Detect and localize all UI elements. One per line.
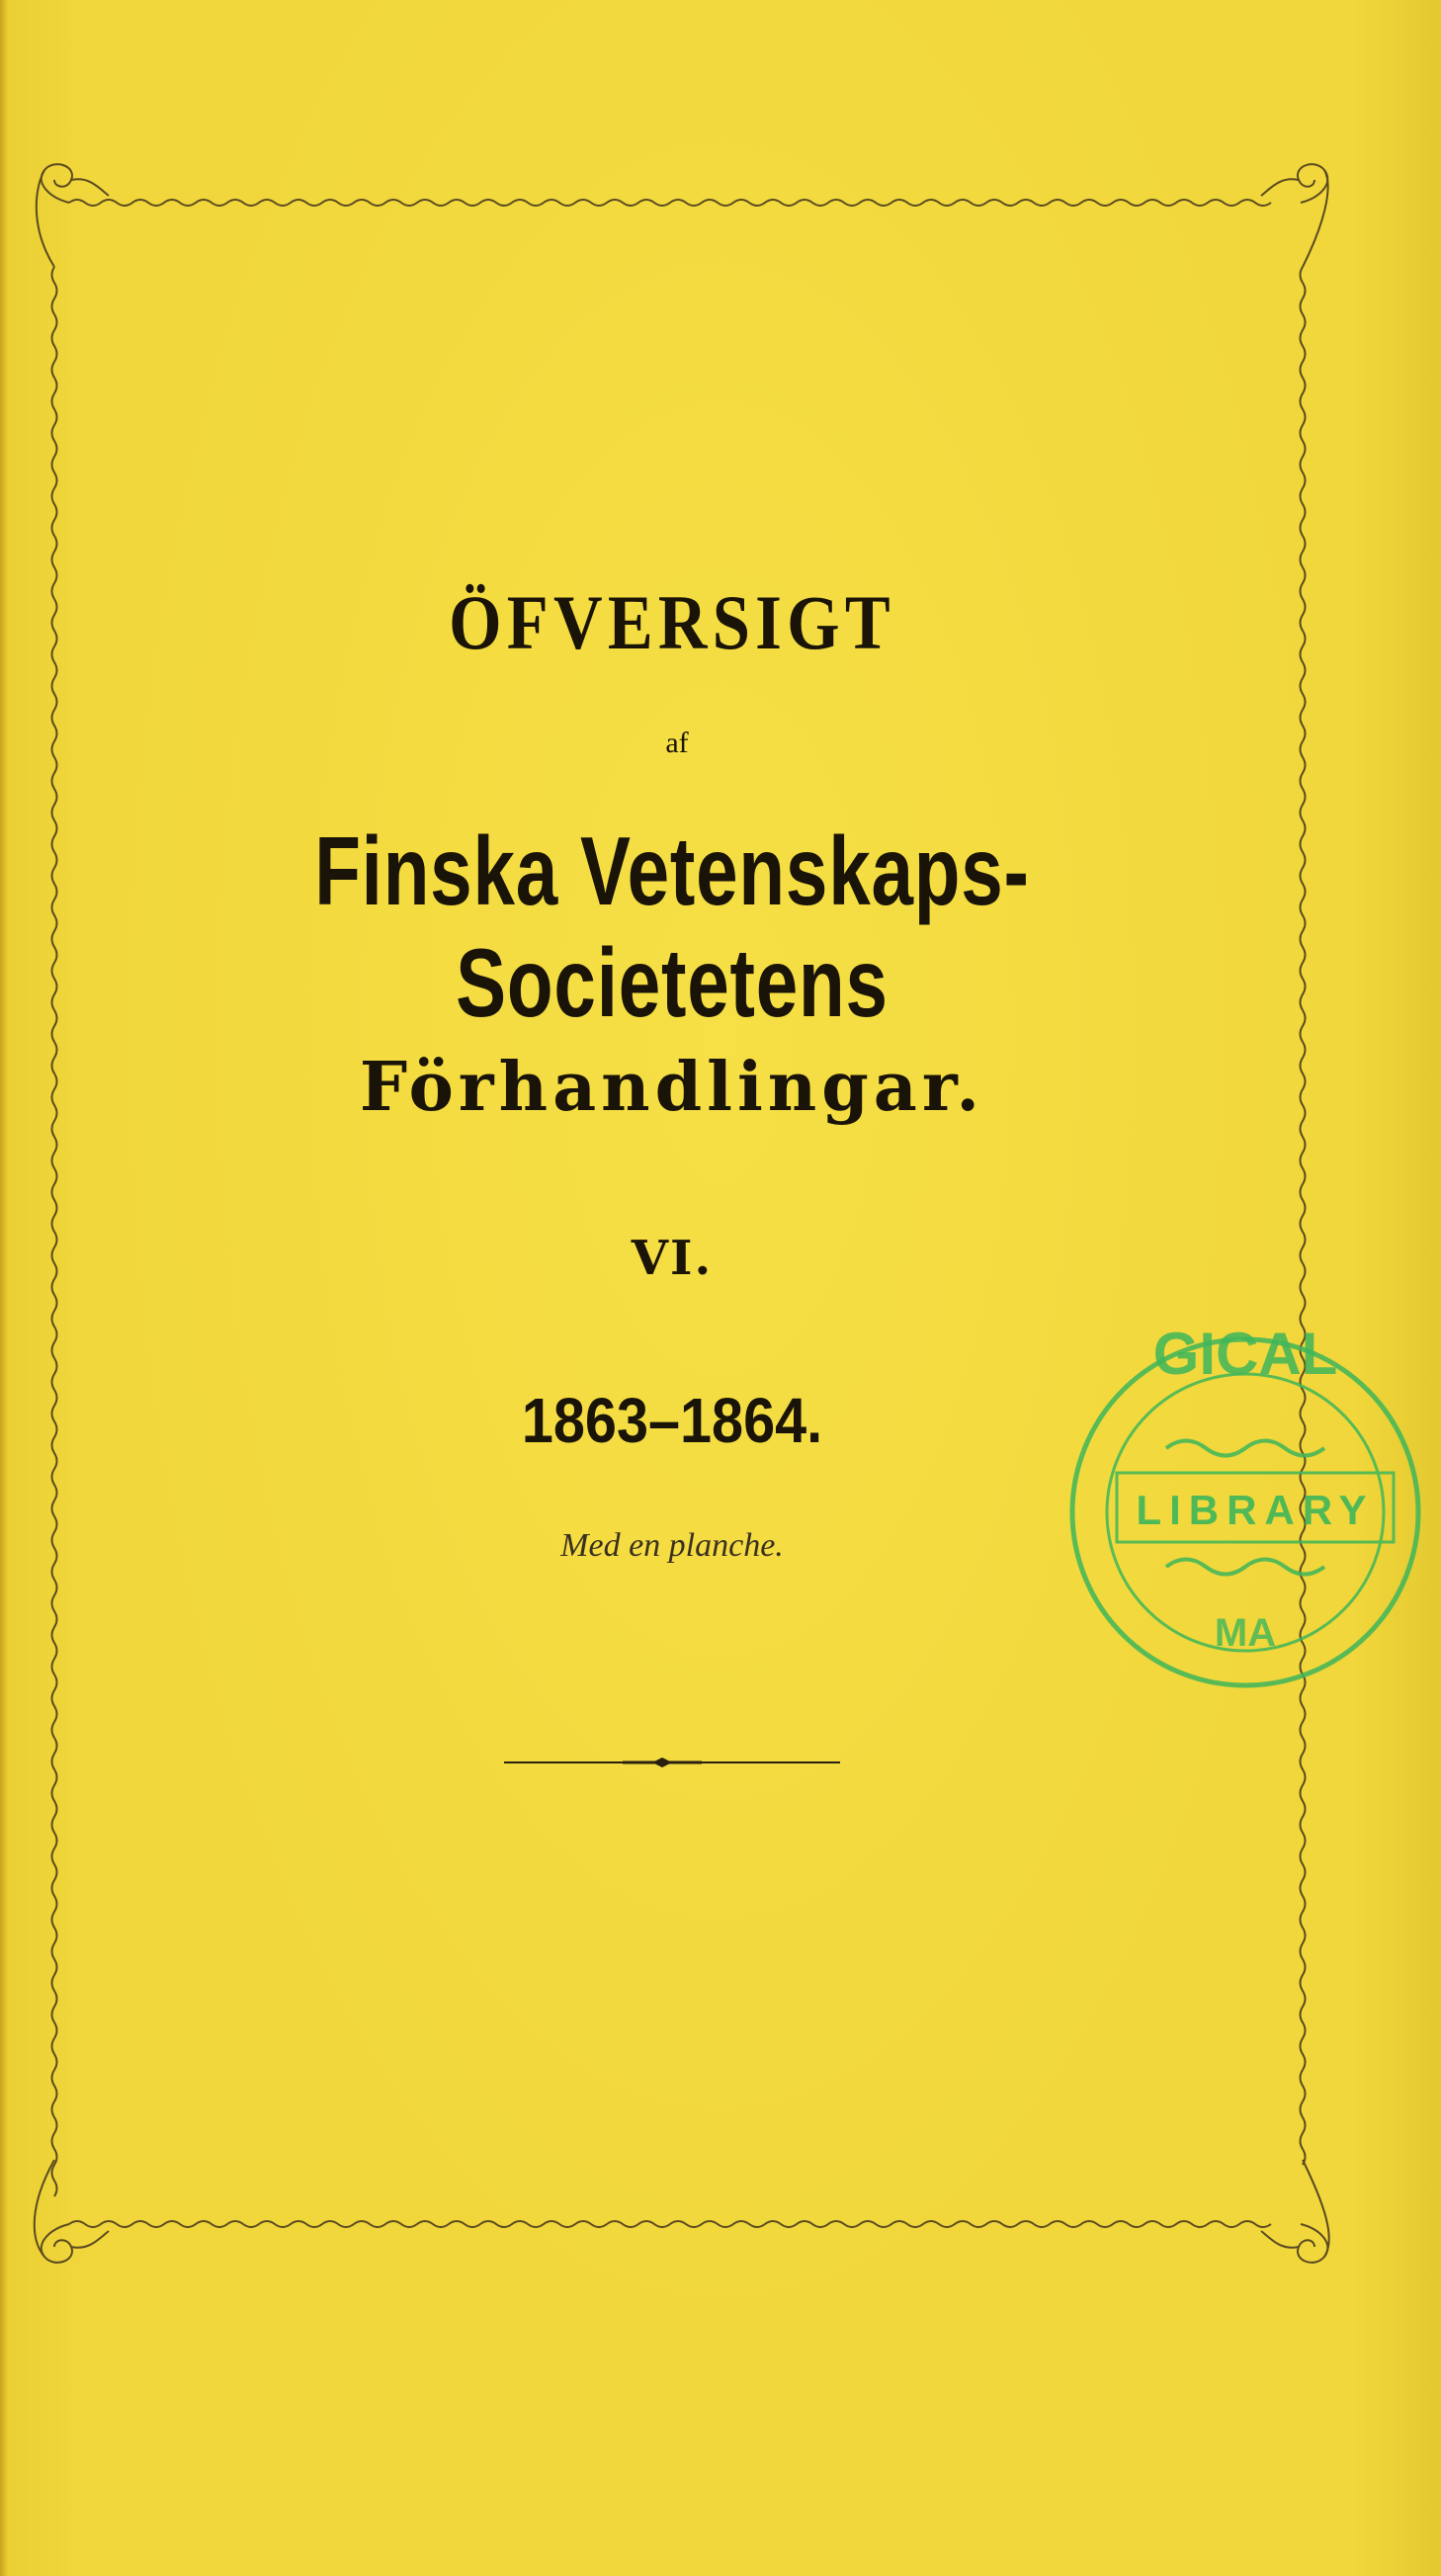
library-stamp: [1048, 1275, 1441, 1750]
corner-ornament-top-left: [37, 164, 109, 267]
stamp-top-arc: GICAL: [1152, 1321, 1338, 1387]
plate-note: Med en planche.: [560, 1527, 784, 1564]
document-title: ÖFVERSIGT: [449, 579, 895, 665]
frame-right-border: [1301, 267, 1306, 2165]
corner-ornament-bottom-left: [35, 2160, 109, 2263]
stamp-bottom-text: MA: [1214, 1611, 1277, 1655]
frame-bottom-border: [69, 2221, 1271, 2227]
society-name: Finska Vetenskaps-Societetens: [314, 816, 1030, 1037]
preposition-text: af: [665, 727, 689, 759]
ornamental-rule: [504, 1756, 840, 1769]
corner-ornament-bottom-right: [1261, 2160, 1329, 2263]
volume-number: VI.: [631, 1231, 714, 1286]
corner-ornament-top-right: [1261, 164, 1328, 267]
year-range: 1863–1864.: [521, 1385, 823, 1456]
stamp-center-label: LIBRARY: [1136, 1487, 1375, 1533]
frame-top-border: [69, 200, 1271, 206]
series-title: Förhandlingar.: [359, 1048, 985, 1127]
